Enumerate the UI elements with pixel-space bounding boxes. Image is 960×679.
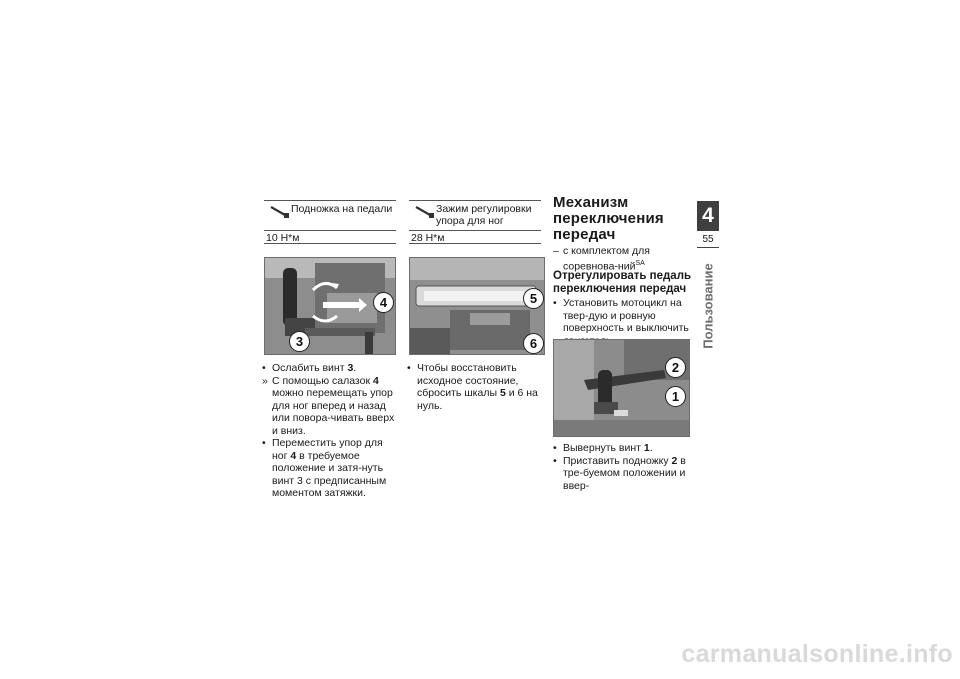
step-position-footrest: • Приставить подножку 2 в тре-буемом положении и ввер- <box>553 454 686 492</box>
photo-gear-pedal <box>553 339 690 437</box>
spec-caption: Подножка на педали <box>291 203 393 215</box>
pedal-steps-bottom <box>553 442 690 492</box>
spec-bottom-rule <box>264 243 396 244</box>
photo-footrest-adjust <box>264 257 396 355</box>
dash-note: – с комплектом для соревнова-ний$^{SA}$ <box>553 245 650 272</box>
step-marker: • <box>553 454 557 467</box>
step-park-bike: • Установить мотоцикл на твер-дую и ровную поверхность и выключить <box>553 297 689 334</box>
chapter-number: 4 <box>697 201 719 231</box>
subheading-adjust-pedal: Отрегулировать педаль переключения передач <box>553 270 692 295</box>
torque-spec-clamp <box>409 200 541 244</box>
spec-top-rule <box>264 200 396 201</box>
step-reset-scales: • Чтобы восстановить исходное состояние, сбросить шкалы 5 и 6 на нуль. <box>407 362 538 412</box>
dash-marker: – <box>553 245 559 257</box>
spec-value: 10 Н*м <box>266 232 300 244</box>
callout-5: 5 <box>523 288 544 309</box>
spec-value: 28 Н*м <box>411 232 445 244</box>
spec-caption: Зажим регулировки упора для ног <box>436 203 532 227</box>
photo-scales <box>409 257 545 355</box>
step-slide-info: » С помощью салазок 4 можно перемещать упор для ног вперед и назад или повора-чивать вверх и вниз. <box>262 374 395 437</box>
spec-top-rule <box>409 200 541 201</box>
step-marker: • <box>553 442 557 454</box>
step-marker: • <box>553 297 557 309</box>
torque-spec-footrest <box>264 200 396 244</box>
step-marker: » <box>262 374 268 387</box>
step-loosen-screw: • Ослабить винт 3. <box>262 362 357 374</box>
spec-bottom-rule <box>409 243 541 244</box>
wrench-icon <box>415 205 435 219</box>
site-watermark: carmanualsonline.info <box>681 640 953 668</box>
step-marker: • <box>407 362 411 374</box>
footrest-steps <box>262 362 398 500</box>
section-heading-gearshift: Механизм переключения передач <box>553 194 664 243</box>
scales-steps <box>407 362 547 412</box>
callout-6: 6 <box>523 333 544 354</box>
column-right-bottom-text <box>553 442 690 492</box>
column-mid-text <box>407 362 547 412</box>
page-number: 55 <box>697 231 719 248</box>
callout-3: 3 <box>289 331 310 352</box>
callout-4: 4 <box>373 292 394 313</box>
callout-2: 2 <box>665 357 686 378</box>
step-move-footrest: • Переместить упор для ног 4 в требуемое положение и затя-нуть винт 3 с предписанным моментом затяжки. <box>262 437 387 499</box>
step-marker: • <box>262 437 266 449</box>
chapter-title: Пользование <box>700 263 716 349</box>
spec-mid-rule <box>264 230 396 231</box>
column-left-text <box>262 362 398 500</box>
wrench-icon <box>270 205 290 219</box>
callout-1: 1 <box>665 386 686 407</box>
step-unscrew: • Вывернуть винт 1. <box>553 442 653 454</box>
chapter-side-tab <box>697 201 719 349</box>
step-marker: • <box>262 362 266 374</box>
spec-mid-rule <box>409 230 541 231</box>
